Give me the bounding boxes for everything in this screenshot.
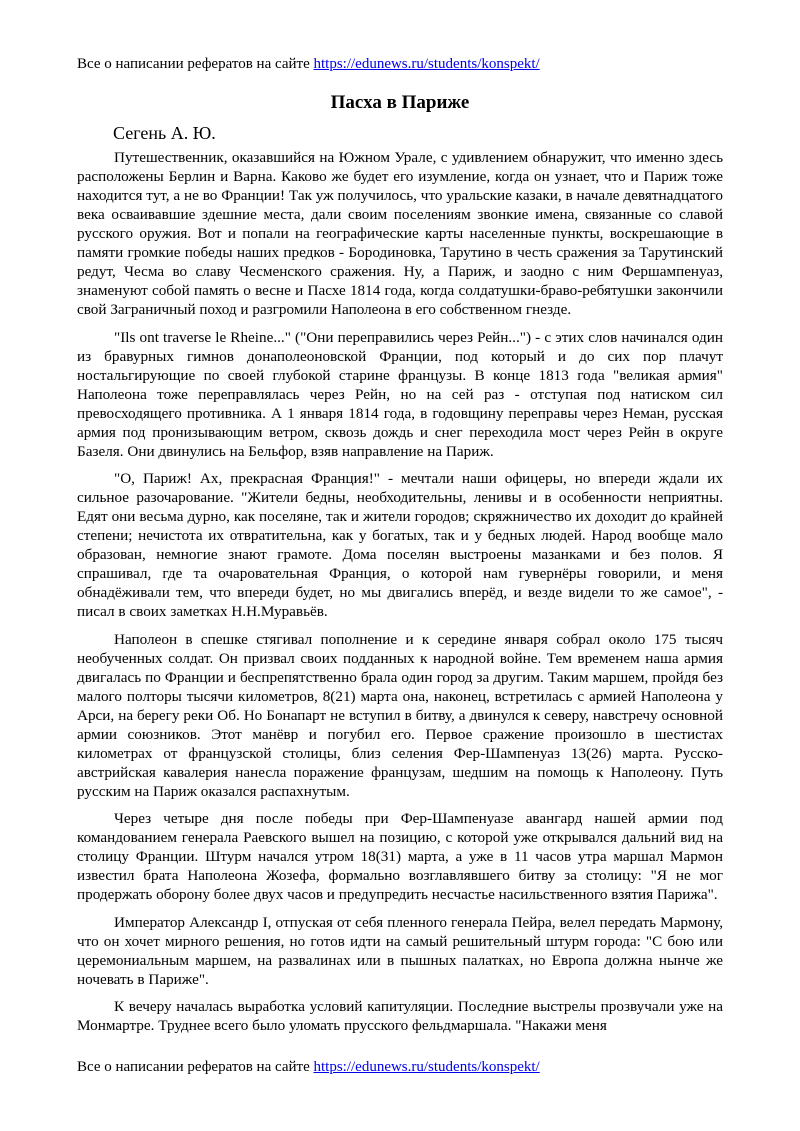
document-author: Сегень А. Ю. xyxy=(113,123,216,143)
paragraph: "О, Париж! Ах, прекрасная Франция!" - мечтали наши офицеры, но впереди ждали их сильное разочарование. "Жители бедны, необходительны, ленивы и в особенности неприятны. Едят они весьма дурно, как поселяне, так и жители городов; скряжничество их доходит до крайней степени; нечистота их отвратительна, как у богатых, так и у бедных людей. Народ вообще мало образован, немногие знают грамоте. Дома поселян выстроены мазанками и без полов. Я спрашивал, где та очаровательная Франция, о которой нам гувернёры говорили, и меня обнадёживали тем, что впереди будет, но мы двигались вперёд, и везде видели то же самое", - писал в своих заметках Н.Н.Муравьёв. xyxy=(77,470,723,620)
paragraph: "Ils ont traverse le Rheine..." ("Они переправились через Рейн...") - с этих слов начинался один из бравурных гимнов донаполеоновской Франции, под который и до сих пор плачут ностальгирующие по своей глубокой старине французы. В конце 1813 года "великая армия" Наполеона тоже переправлялась через Рейн, но на сей раз - отступая под натиском сил превосходящего противника. А 1 января 1814 года, в годовщину переправы через Неман, русская армия под пронизывающим ветром, сквозь дождь и снег переходила мост через Рейн в округе Базеля. Они двинулись на Бельфор, взяв направление на Париж. xyxy=(77,328,723,460)
header-link[interactable]: https://edunews.ru/students/konspekt/ xyxy=(313,56,540,72)
header-text: Все о написании рефератов на сайте xyxy=(77,56,314,72)
footer-link[interactable]: https://edunews.ru/students/konspekt/ xyxy=(313,1059,540,1075)
paragraph: Путешественник, оказавшийся на Южном Урале, с удивлением обнаружит, что именно здесь расположены Берлин и Варна. Каково же будет его изумление, когда он узнает, что и Париж тоже находится тут, а не во Франции! Так уж получилось, что уральские казаки, в начале девятнадцатого века осваивавшие здешние места, дали своим поселениям звонкие имена, связанные со славой русского оружия. Вот и попали на географические карты населенные пункты, воскрешающие в памяти громкие победы наших предков - Бородиновка, Тарутино в честь сражения за Тарутинский редут, Чесма во славу Чесменского сражения. Ну, а Париж, и заодно с ним Фершампенуаз, знаменуют собой память о весне и Пасхе 1814 года, когда солдатушки-браво-ребятушки закончили свой Заграничный поход и разгромили Наполеона в его собственном гнезде. xyxy=(77,149,723,318)
paragraph: Император Александр I, отпуская от себя пленного генерала Пейра, велел передать Мармону, что он хочет мирного решения, но готов идти на самый решительный штурм города: "С бою или церемониальным маршем, на развалинах или в пышных палатках, но Европа должна нынче же ночевать в Париже". xyxy=(77,913,723,988)
paragraph: Наполеон в спешке стягивал пополнение и к середине января собрал около 175 тысяч необученных солдат. Он призвал своих подданных к народной войне. Тем временем наша армия двигалась по Франции и беспрепятственно брала один город за другим. Таким маршем, пройдя без малого полторы тысячи километров, 8(21) марта она, наконец, встретилась с армией Наполеона у Арси, на берегу реки Об. Но Бонапарт не вступил в битву, а двинулся к северу, навстречу основной армии союзников. Этот манёвр и погубил его. Первое сражение произошло в шестистах километрах от французской столицы, близ селения Фер-Шампенуаз 13(26) марта. Русско-австрийская кавалерия нанесла поражение французам, шедшим на помощь к Наполеону. Путь русским на Париж оказался распахнутым. xyxy=(77,630,723,800)
page-footer xyxy=(77,1057,540,1077)
footer-text: Все о написании рефератов на сайте xyxy=(77,1059,314,1075)
article-body xyxy=(77,148,723,1046)
page-header xyxy=(77,54,540,74)
paragraph: К вечеру началась выработка условий капитуляции. Последние выстрелы прозвучали уже на Монмартре. Труднее всего было уломать прусского фельдмаршала. "Накажи меня xyxy=(77,998,723,1034)
document-title: Пасха в Париже xyxy=(330,92,470,113)
paragraph: Через четыре дня после победы при Фер-Шампенуазе авангард нашей армии под командованием генерала Раевского вышел на позицию, с которой уже открывался дальний вид на столицу Франции. Штурм начался утром 18(31) марта, а уже в 11 часов утра маршал Мармон известил брата Наполеона Жозефа, формально возглавлявшего битву за столицу: "Я не мог продержать оборону более двух часов и предупредить несчастье насильственного взятия Парижа". xyxy=(77,810,723,903)
